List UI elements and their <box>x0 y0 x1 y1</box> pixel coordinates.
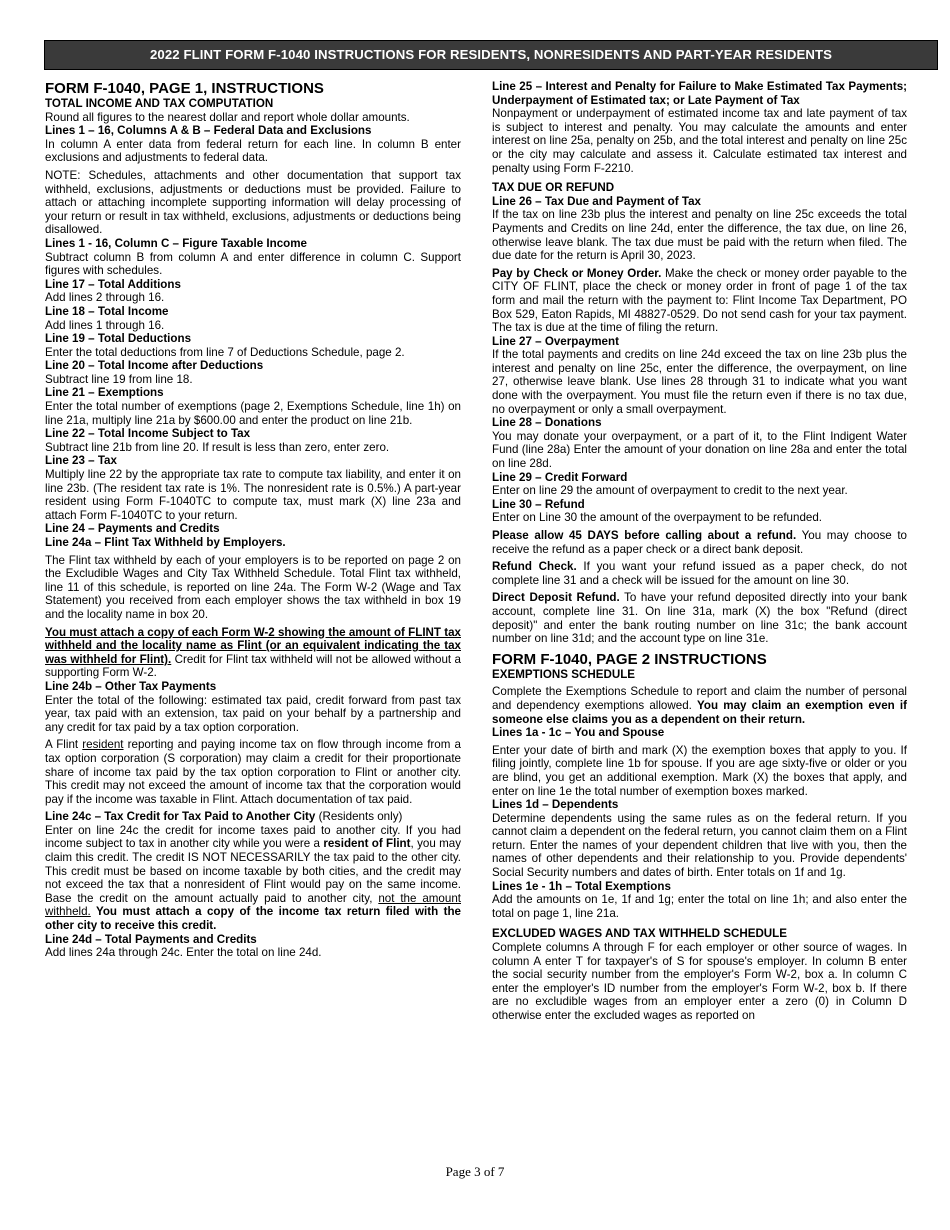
text-span: , you may claim this credit. The credit IS NOT NECESSARILY the tax paid to the other city. This credit must be based on income taxable by both cities, and the credit may not exceed the tax that a nonresident of Flint would pay on the same income. Base the credit on the amount actually paid to another city, <box>45 837 461 905</box>
line-heading: Line 24a – Flint Tax Withheld by Employers. <box>45 536 286 549</box>
emphasis-text: Please allow 45 DAYS before calling about a refund. <box>492 529 797 542</box>
line-heading: Line 19 – Total Deductions <box>45 332 192 346</box>
paragraph: Complete columns A through F for each employer or other source of wages. In column A enter T for taxpayer's of S for spouse's employer. In column B enter the social security number from the employer's Form W-2, box a. In column C enter the employer's ID number from the employer's Form W-2, box b. If there are no excludible wages from an employer enter a zero (0) in Column D otherwise enter the excluded wages as reported on <box>492 941 907 1022</box>
text-span: Enter on line 24c the credit for income taxes paid to another city. If you had income subject to tax in another city while you were a <box>45 823 461 851</box>
line-heading: Line 22 – Total Income Subject to Tax <box>45 427 251 441</box>
line-heading: Line 20 – Total Income after Deductions <box>45 359 264 373</box>
text-span: To have your refund deposited directly into your bank account, complete line 31. On line 31a, mark (X) the box "Refund (direct deposit)" and enter the bank routing number on line 31c; the bank account number on line 31d; and the account type on line 31e. <box>492 591 907 646</box>
paragraph <box>492 685 907 726</box>
subsection-heading: TOTAL INCOME AND TAX COMPUTATION <box>45 97 274 110</box>
paragraph <box>45 626 461 680</box>
paragraph: If the total payments and credits on line 24d exceed the tax on line 23b plus the interest and penalty on line 25c, enter the difference, the overpayment, on line 27, otherwise leave blank. Use lines 28 through 31 to indicate what you want done with the overpayment. You must file the return even if there is no tax due, no overpayment or only a small overpayment. <box>492 348 907 416</box>
text-span: If you want your refund issued as a paper check, do not complete line 31 and a check will be issued for the amount on line 30. <box>492 560 907 587</box>
text-span: Make the check or money order payable to the CITY OF FLINT, place the check or money order in front of page 1 of the tax form and mail the return with the payment to: Flint Income Tax Department, PO Box 529, Eaton Rapids, MI 48827-0529. Do not send cash for your tax payment. The tax is due at the time of filing the return. <box>492 266 907 335</box>
heading-text: Line 24c – Tax Credit for Tax Paid to Another City <box>45 810 316 824</box>
line-heading: Line 18 – Total Income <box>45 304 169 318</box>
paragraph: Add lines 24a through 24c. Enter the total on line 24d. <box>45 946 322 960</box>
subsection-heading: EXEMPTIONS SCHEDULE <box>492 667 636 681</box>
paragraph: Add the amounts on 1e, 1f and 1g; enter the total on line 1h; and also enter the total on page 1, line 21a. <box>492 893 907 920</box>
paragraph: Add lines 2 through 16. <box>45 291 165 305</box>
paragraph: Determine dependents using the same rules as on the federal return. If you cannot claim a dependent on the federal return, you cannot claim them on a Flint return. Enter the names of your dependent children that live with you, then the names of other dependents and their relationship to you. Provide dependents' Social Security numbers and dates of birth. Enter totals on 1f and 1g. <box>492 811 907 880</box>
line-heading: Line 29 – Credit Forward <box>492 470 628 484</box>
paragraph: Subtract column B from column A and enter difference in column C. Support figures with schedules. <box>45 250 461 278</box>
text-span: You may choose to receive the refund as a paper check or a direct bank deposit. <box>492 529 907 556</box>
line-heading: Line 24b – Other Tax Payments <box>45 679 217 693</box>
page-number: Page 3 of 7 <box>445 1164 505 1179</box>
line-heading: Lines 1 - 16, Column C – Figure Taxable Income <box>45 236 307 250</box>
line-heading: Line 24d – Total Payments and Credits <box>45 932 257 946</box>
line-heading: Line 21 – Exemptions <box>45 386 164 400</box>
paragraph: Multiply line 22 by the appropriate tax rate to compute tax liability, and enter it on line 23b. (The resident tax rate is 1%. The nonresident rate is 0.5%.) A part-year resident using Form F-1040TC to compute tax, must mark (X) line 23a and attach Form F-1040TC to your return. <box>45 468 461 522</box>
emphasis-text: Refund Check. <box>492 560 577 574</box>
paragraph <box>45 824 461 933</box>
emphasis-text: You may claim an exemption even if someone else claims you as a dependent on their return. <box>492 698 907 726</box>
paragraph <box>492 529 907 556</box>
emphasis-text: Direct Deposit Refund. <box>492 591 620 605</box>
paragraph: Add lines 1 through 16. <box>45 318 165 332</box>
subsection-heading: TAX DUE OR REFUND <box>492 181 615 195</box>
paragraph: The Flint tax withheld by each of your employers is to be reported on page 2 on the Excludible Wages and City Tax Withheld Schedule. Total Flint tax withheld, line 11 of this schedule, is reported on line 24a. The Form W-2 (Wage and Tax Statement) you received from each employer shows the tax withheld in box 19 and the locality name in box 20. <box>45 553 461 621</box>
subsection-heading: EXCLUDED WAGES AND TAX WITHHELD SCHEDULE <box>492 927 787 941</box>
emphasis-text: not the amount withheld. <box>45 891 461 919</box>
section-title-page2: FORM F-1040, PAGE 2 INSTRUCTIONS <box>492 650 767 668</box>
emphasis-text: resident <box>82 738 124 752</box>
paragraph <box>492 560 907 587</box>
line-heading: Line 25 – Interest and Penalty for Failure to Make Estimated Tax Payments; Underpayment of Estimated tax; or Late Payment of Tax <box>492 80 907 107</box>
paragraph <box>45 738 461 806</box>
paragraph: Enter the total of the following: estimated tax paid, credit forward from past tax year, tax paid with an extension, tax paid on your behalf by a partnership and any credit for tax paid by a tax option corporation. <box>45 693 461 734</box>
paragraph: Enter the total number of exemptions (page 2, Exemptions Schedule, line 1h) on line 21a, multiply line 21a by $600.00 and enter the product on line 21b. <box>45 400 461 427</box>
line-heading: Lines 1d – Dependents <box>492 798 619 812</box>
paragraph: Enter the total deductions from line 7 of Deductions Schedule, page 2. <box>45 345 405 359</box>
section-title-page1: FORM F-1040, PAGE 1, INSTRUCTIONS <box>45 80 324 97</box>
paragraph: Round all figures to the nearest dollar and report whole dollar amounts. <box>45 110 410 124</box>
paragraph: Subtract line 21b from line 20. If result is less than zero, enter zero. <box>45 440 390 454</box>
text-span: Complete the Exemptions Schedule to report and claim the number of personal and dependency exemptions allowed. <box>492 685 907 712</box>
line-heading: Lines 1e - 1h – Total Exemptions <box>492 879 671 893</box>
paragraph: Nonpayment or underpayment of estimated income tax and late payment of tax is subject to interest and penalty. You may calculate the amounts and enter interest on line 25a, penalty on 25b, and the total interest and penalty on line 25c or the city may calculate and assess it. Calculate estimated tax interest and penalty using Form F-2210. <box>492 107 907 175</box>
page-banner: 2022 FLINT FORM F-1040 INSTRUCTIONS FOR RESIDENTS, NONRESIDENTS AND PART-YEAR RESIDENTS <box>44 40 938 70</box>
paragraph: Enter on Line 30 the amount of the overpayment to be refunded. <box>492 511 823 525</box>
text-span: A Flint <box>45 738 83 752</box>
line-heading: Line 23 – Tax <box>45 454 117 468</box>
right-column <box>492 80 907 1023</box>
paragraph: In column A enter data from federal return for each line. In column B enter exclusions and adjustments to federal data. <box>45 137 461 165</box>
line-heading: Line 30 – Refund <box>492 497 585 511</box>
line-heading: Lines 1 – 16, Columns A & B – Federal Data and Exclusions <box>45 124 372 138</box>
paragraph: Enter on line 29 the amount of overpayment to credit to the next year. <box>492 484 848 498</box>
paragraph: You may donate your overpayment, or a part of it, to the Flint Indigent Water Fund (line 28a) Enter the amount of your donation on line 28a and enter the total on line 28d. <box>492 429 907 471</box>
emphasis-text: Pay by Check or Money Order. <box>492 266 662 280</box>
emphasis-text: You must attach a copy of each Form W-2 showing the amount of FLINT tax withheld and the locality name as Flint (or an equivalent indicating the tax was withheld for Flint). <box>45 625 461 666</box>
emphasis-text: resident of Flint <box>323 837 411 851</box>
emphasis-text: You must attach a copy of the income tax return filed with the other city to receive this credit. <box>45 905 461 933</box>
paragraph: Subtract line 19 from line 18. <box>45 372 193 386</box>
text-span: Credit for Flint tax withheld will not be allowed without a supporting Form W-2. <box>45 652 461 680</box>
line-heading <box>45 810 461 824</box>
text-span: reporting and paying income tax on flow through income from a tax option corporation (S corporation) may claim a credit for their proportionate share of income tax paid by the tax option corporation to Flint or another city. This credit may not exceed the amount of income tax that the corporation would pay if the income was taxable in Flint. Attach documentation of tax paid. <box>45 738 461 806</box>
line-heading: Lines 1a - 1c – You and Spouse <box>492 726 665 740</box>
line-heading: Line 28 – Donations <box>492 416 602 430</box>
paragraph: If the tax on line 23b plus the interest and penalty on line 25c exceeds the total Payments and Credits on line 24d, enter the difference, the tax due, on line 26, otherwise leave blank. The tax due must be paid with the return when filed. The due date for the return is April 30, 2023. <box>492 208 907 263</box>
paragraph <box>492 267 907 335</box>
line-heading: Line 17 – Total Additions <box>45 277 181 291</box>
left-column <box>45 80 461 960</box>
line-heading: Line 24 – Payments and Credits <box>45 522 220 536</box>
paragraph <box>492 591 907 645</box>
text-span: (Residents only) <box>315 810 403 824</box>
line-heading: Line 27 – Overpayment <box>492 334 619 348</box>
paragraph: Enter your date of birth and mark (X) the exemption boxes that apply to you. If filing jointly, complete line 1b for spouse. If you are age sixty-five or older or you are blind, you get an additional exemption. Mark (X) the boxes that apply, and enter on line 1e the total number of exemption boxes marked. <box>492 743 907 798</box>
line-heading: Line 26 – Tax Due and Payment of Tax <box>492 194 701 208</box>
paragraph: NOTE: Schedules, attachments and other documentation that support tax withheld, exclusions, adjustments or deductions must be provided. Failure to attach or attaching incomplete supporting information will delay processing of your return or result in tax withheld, exclusions, adjustments or deductions being disallowed. <box>45 168 461 237</box>
